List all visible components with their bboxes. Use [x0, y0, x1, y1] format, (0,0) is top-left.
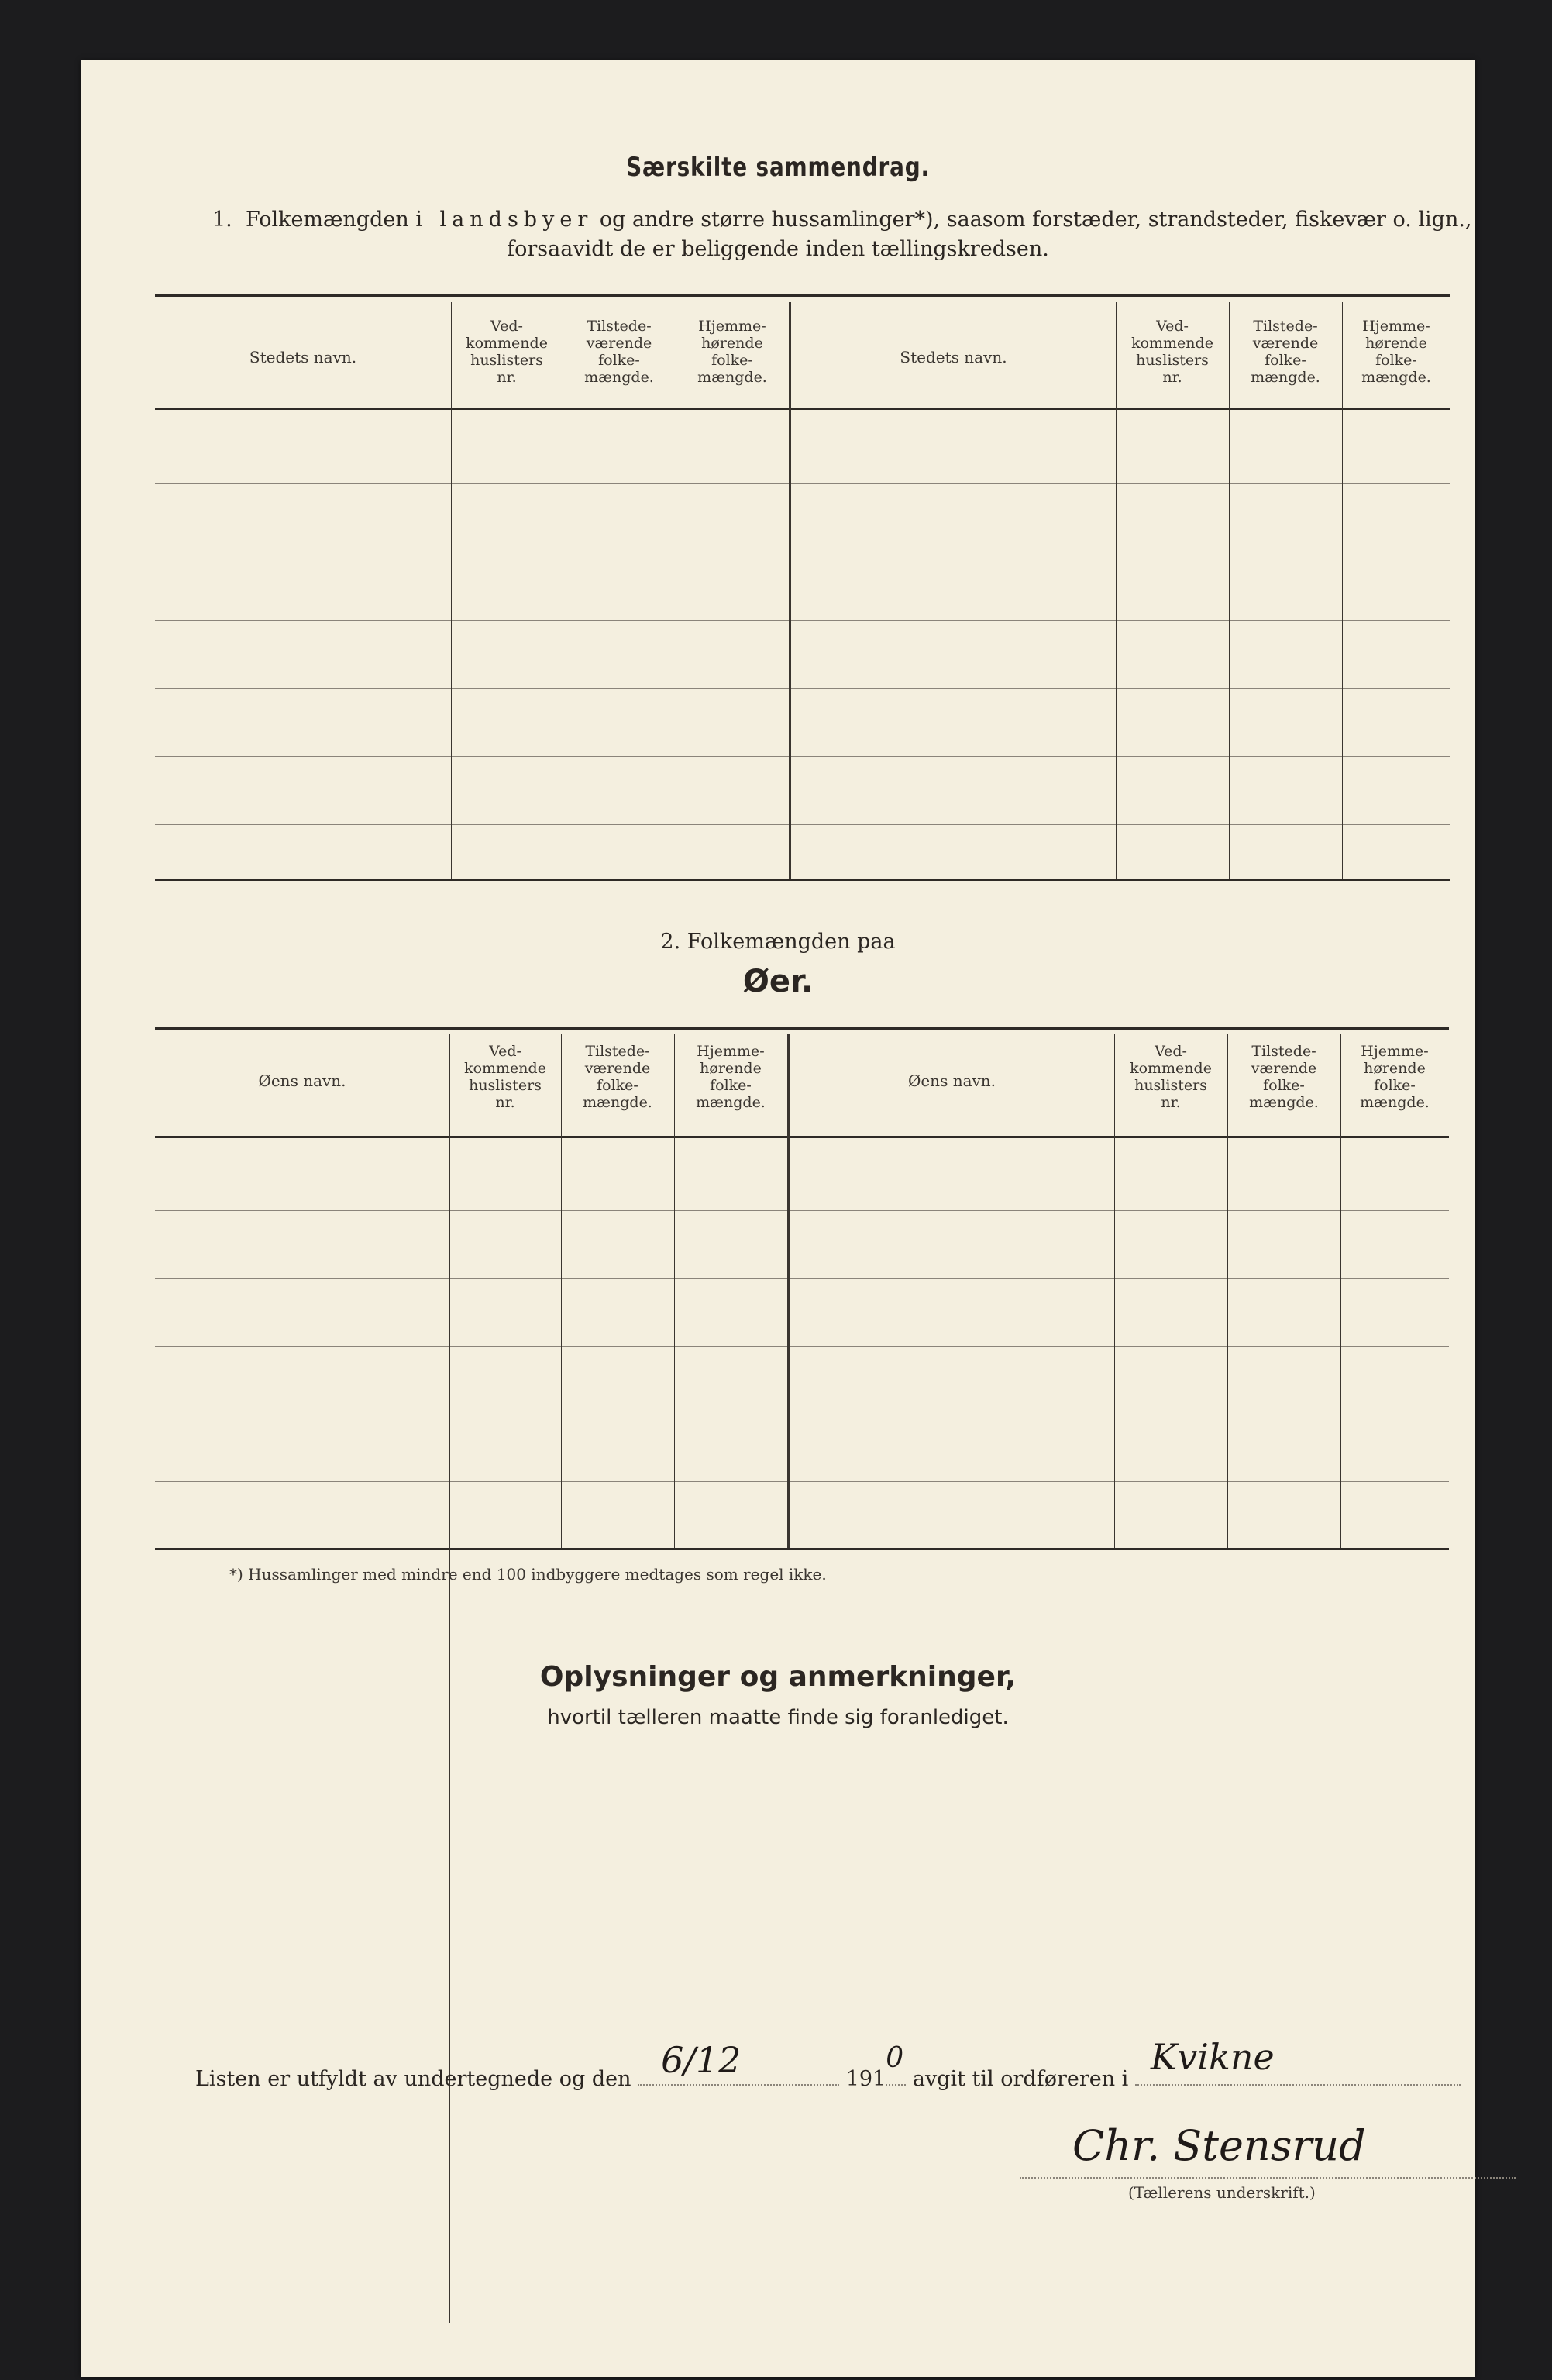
census-form-page [81, 60, 1475, 2377]
year-digit-field [886, 2042, 906, 2086]
col-place-name-right: Stedets navn. [900, 348, 1007, 366]
signature-line [1020, 2177, 1516, 2179]
section-title: Særskilte sammendrag. [626, 152, 930, 183]
intro-line-2: forsaavidt de er beliggende inden tællingskredsen. [507, 237, 1049, 261]
year-prefix: 191 [845, 2067, 886, 2091]
col-list-number: Ved- kommende huslisters nr. [466, 318, 548, 386]
statement-text-2: avgit til ordføreren i [912, 2067, 1129, 2091]
section2-label: 2. Folkemængden paa [660, 930, 896, 954]
year-digit-handwritten: 0 [886, 2042, 904, 2074]
municipality-field [1135, 2036, 1461, 2086]
statement-text-1: Listen er utfyldt av undertegnede og den [195, 2067, 631, 2091]
col-resident-population-right: Hjemme- hørende folke- mængde. [1360, 1043, 1430, 1111]
footnote: *) Hussamlinger med mindre end 100 indbyggere medtages som regel ikke. [229, 1565, 827, 1584]
col-resident-population: Hjemme- hørende folke- mængde. [696, 1043, 766, 1111]
municipality-handwritten: Kvikne [1150, 2036, 1275, 2078]
section2-title: Øer. [742, 964, 814, 999]
intro-text-b: og andre større hussamlinger*), saasom forstæder, strandsteder, fiskevær o. lign., [599, 208, 1472, 232]
signer-handwritten: Chr. Stensrud [1072, 2121, 1366, 2170]
date-handwritten: 6/12 [661, 2039, 742, 2081]
col-list-number-right: Ved- kommende huslisters nr. [1131, 318, 1213, 386]
col-present-population-right: Tilstede- værende folke- mængde. [1251, 318, 1320, 386]
col-resident-population-right: Hjemme- hørende folke- mængde. [1361, 318, 1431, 386]
col-island-name-right: Øens navn. [907, 1071, 996, 1090]
intro-number: 1. [212, 208, 232, 232]
signer-label: (Tællerens underskrift.) [1128, 2183, 1316, 2202]
remarks-title: Oplysninger og anmerkninger, [539, 1661, 1017, 1693]
col-present-population-right: Tilstede- værende folke- mængde. [1249, 1043, 1319, 1111]
completion-statement [195, 2036, 1461, 2091]
col-place-name: Stedets navn. [249, 348, 357, 366]
remarks-subtitle: hvortil tælleren maatte finde sig foranlediget. [547, 1706, 1009, 1729]
col-list-number: Ved- kommende huslisters nr. [464, 1043, 546, 1111]
col-island-name: Øens navn. [258, 1071, 346, 1090]
intro-text-a: Folkemængden [245, 208, 409, 232]
intro-line-1 [212, 208, 1472, 232]
date-field [638, 2039, 839, 2086]
col-resident-population: Hjemme- hørende folke- mængde. [697, 318, 767, 386]
col-present-population: Tilstede- værende folke- mængde. [584, 318, 654, 386]
intro-text-spaced: i landsbyer [415, 208, 594, 232]
col-list-number-right: Ved- kommende huslisters nr. [1130, 1043, 1212, 1111]
col-present-population: Tilstede- værende folke- mængde. [583, 1043, 652, 1111]
